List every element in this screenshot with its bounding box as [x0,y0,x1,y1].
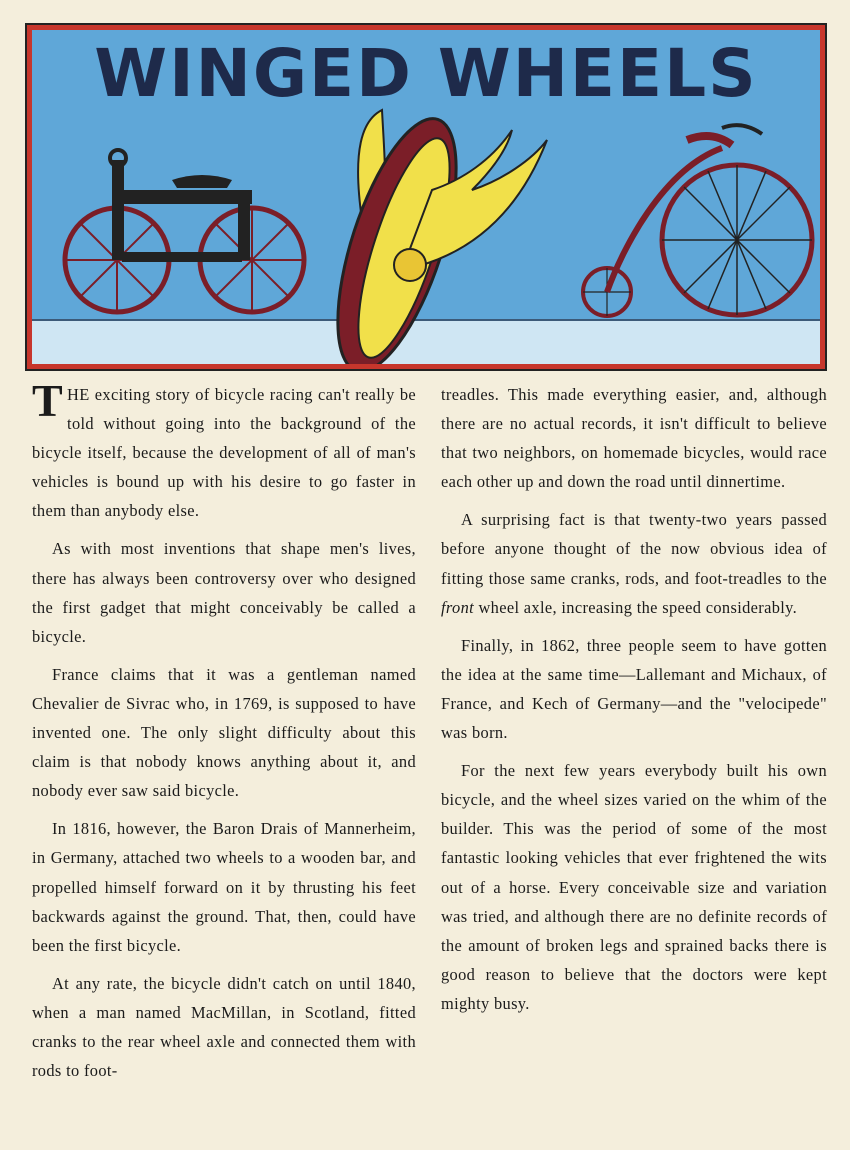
paragraph-text: A surprising fact is that twenty-two years passed before anyone thought of the now obvious idea of fitting those same cranks, rods, and foot-treadles to the [441,510,827,588]
paragraph: As with most inventions that shape men's lives, there has always been controversy over who designed the first gadget that might conceivably be called a bicycle. [32,539,416,646]
paragraph: Finally, in 1862, three people seem to have gotten the idea at the same time—Lallemant and Michaux, of France, and Kech of Germany—and the "velocipede" was born. [441,635,827,743]
paragraph: For the next few years everybody built his own bicycle, and the wheel sizes varied on the whim of the builder. This was the period of some of the most fantastic looking vehicles that ever frightened the wits out of a horse. Every conceivable size and variation was tried, and although there are no definite records of the amount of broken legs and sprained backs there is good reason to believe that the doctors were kept mighty busy. [441,761,827,1013]
ground-strip [32,320,820,364]
paragraph [441,505,827,621]
article-column-left [32,375,416,1094]
paragraph: France claims that it was a gentleman named Chevalier de Sivrac who, in 1769, is supposed to have invented one. The only slight difficulty about this claim is that nobody knows anything about it, and nobody ever saw said bicycle. [32,664,416,801]
paragraph [32,375,416,525]
paragraph-text: wheel axle, increasing the speed considerably. [474,597,798,617]
early-bicycle-icon [65,150,304,312]
page-title: WINGED WHEELS [94,35,758,112]
paragraph: In 1816, however, the Baron Drais of Mannerheim, in Germany, attached two wheels to a wooden bar, and propelled himself forward on it by thrusting his feet backwards against the ground. That, then, could have been the first bicycle. [32,819,416,955]
emphasis-text: front [441,597,475,617]
paragraph: At any rate, the bicycle didn't catch on until 1840, when a man named MacMillan, in Scotland, fitted cranks to the rear wheel axle and connected them with rods to foot- [32,973,416,1081]
article-column-right [441,380,827,1027]
title-banner [27,25,825,369]
drop-cap: T [32,375,64,426]
paragraph: treadles. This made everything easier, and, although there are no actual records, it isn't difficult to believe that two neighbors, on homemade bicycles, would race each other up and down the road until dinnertime. [441,385,827,492]
penny-farthing-icon [583,125,812,316]
paragraph-text: HE exciting story of bicycle racing can't really be told without going into the background of the bicycle itself, because the development of all of man's vehicles is bound up with his desire to go faster in them than anybody else. [32,385,416,521]
